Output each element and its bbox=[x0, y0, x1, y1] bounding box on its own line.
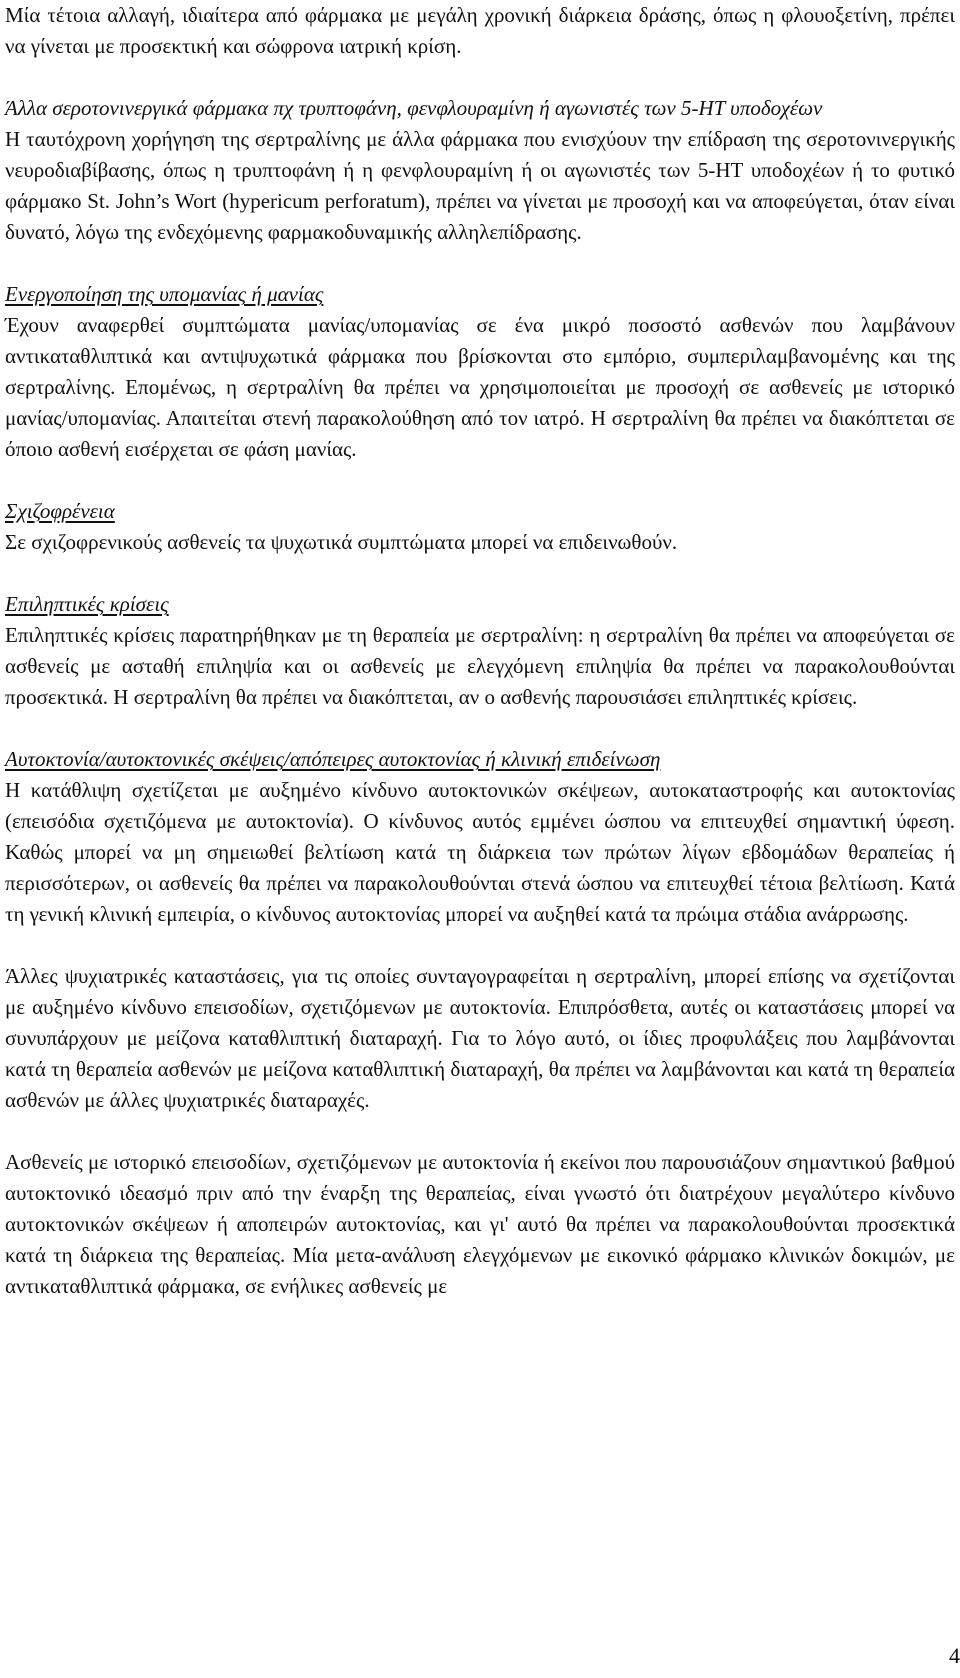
document-page bbox=[5, 0, 955, 1302]
spacer bbox=[5, 930, 955, 961]
paragraph-suicide-history: Ασθενείς με ιστορικό επεισοδίων, σχετιζόμενων με αυτοκτονία ή εκείνοι που παρουσιάζουν σημαντικού βαθμού αυτοκτονικό ιδεασμό πριν από την έναρξη της θεραπείας, είναι γνωστό ότι διατρέχουν μεγαλύτερο κίνδυνο αυτοκτονικών σκέψεων ή αποπειρών αυτοκτονίας, και γι' αυτό θα πρέπει να παρακολουθούνται προσεκτικά κατά τη διάρκεια της θεραπείας. Μία μετα-ανάλυση ελεγχόμενων με εικονικό φάρμακο κλινικών δοκιμών, με αντικαταθλιπτικά φάρμακα, σε ενήλικες ασθενείς με bbox=[5, 1150, 955, 1298]
paragraph-other-psychiatric: Άλλες ψυχιατρικές καταστάσεις, για τις οποίες συνταγογραφείται η σερτραλίνη, μπορεί επίσης να σχετίζονται με αυξημένο κίνδυνο επεισοδίων, σχετιζόμενων με αυτοκτονία. Επιπρόσθετα, αυτές οι καταστάσεις μπορεί να συνυπάρχουν με μείζονα καταθλιπτική διαταραχή. Για το λόγο αυτό, οι ίδιες προφυλάξεις που λαμβάνονται κατά τη θεραπεία ασθενών με μείζονα καταθλιπτική διαταραχή, θα πρέπει να λαμβάνονται και κατά τη θεραπεία ασθενών με άλλες ψυχιατρικές διαταραχές. bbox=[5, 964, 955, 1112]
section-heading-suicide: Αυτοκτονία/αυτοκτονικές σκέψεις/απόπειρες αυτοκτονίας ή κλινική επιδείνωση bbox=[5, 747, 661, 771]
page-number: 4 bbox=[949, 1643, 960, 1668]
section-body-schizophrenia: Σε σχιζοφρενικούς ασθενείς τα ψυχωτικά συμπτώματα μπορεί να επιδεινωθούν. bbox=[5, 530, 678, 554]
section-body-serotonergic: Η ταυτόχρονη χορήγηση της σερτραλίνης με άλλα φάρμακα που ενισχύουν την επίδραση της σεροτονινεργικής νευροδιαβίβασης, όπως η τρυπτοφάνη ή η φενφλουραμίνη ή οι αγωνιστές των 5-HT υποδοχέων ή το φυτικό φάρμακο St. John’s Wort (hypericum perforatum), πρέπει να γίνεται με προσοχή και να αποφεύγεται, όταν είναι δυνατό, λόγω της ενδεχόμενης φαρμακοδυναμικής αλληλεπίδρασης. bbox=[5, 127, 955, 244]
spacer bbox=[5, 62, 955, 93]
section-body-mania: Έχουν αναφερθεί συμπτώματα μανίας/υπομανίας σε ένα μικρό ποσοστό ασθενών που λαμβάνουν αντικαταθλιπτικά και αντιψυχωτικά φάρμακα που βρίσκονται στο εμπόριο, συμπεριλαμβανομένης και της σερτραλίνης. Επομένως, η σερτραλίνη θα πρέπει να χρησιμοποιείται με προσοχή σε ασθενείς με ιστορικό μανίας/υπομανίας. Απαιτείται στενή παρακολούθηση από τον ιατρό. Η σερτραλίνη θα πρέπει να διακόπτεται σε όποιο ασθενή εισέρχεται σε φάση μανίας. bbox=[5, 313, 955, 461]
section-body-suicide: Η κατάθλιψη σχετίζεται με αυξημένο κίνδυνο αυτοκτονικών σκέψεων, αυτοκαταστροφής και αυτοκτονίας (επεισόδια σχετιζόμενα με αυτοκτονία). Ο κίνδυνος αυτός εμμένει ώσπου να επιτευχθεί σημαντική ύφεση. Καθώς μπορεί να μη σημειωθεί βελτίωση κατά τη διάρκεια των πρώτων λίγων εβδομάδων θεραπείας ή περισσότερων, οι ασθενείς θα πρέπει να παρακολουθούνται στενά ώσπου να επιτευχθεί τέτοια βελτίωση. Κατά τη γενική κλινική εμπειρία, ο κίνδυνος αυτοκτονίας μπορεί να αυξηθεί κατά τα πρώιμα στάδια ανάρρωσης. bbox=[5, 778, 955, 926]
section-body-seizures: Επιληπτικές κρίσεις παρατηρήθηκαν με τη θεραπεία με σερτραλίνη: η σερτραλίνη θα πρέπει να αποφεύγεται σε ασθενείς με ασταθή επιληψία και οι ασθενείς με ελεγχόμενη επιληψία θα πρέπει να παρακολουθούνται προσεκτικά. Η σερτραλίνη θα πρέπει να διακόπτεται, αν ο ασθενής παρουσιάσει επιληπτικές κρίσεις. bbox=[5, 623, 955, 709]
spacer bbox=[5, 713, 955, 744]
section-heading-schizophrenia: Σχιζοφρένεια bbox=[5, 499, 115, 523]
section-heading-seizures: Επιληπτικές κρίσεις bbox=[5, 592, 169, 616]
section-heading-serotonergic: Άλλα σεροτονινεργικά φάρμακα πχ τρυπτοφάνη, φενφλουραμίνη ή αγωνιστές των 5-HT υποδοχέων bbox=[5, 96, 823, 120]
intro-paragraph: Μία τέτοια αλλαγή, ιδιαίτερα από φάρμακα με μεγάλη χρονική διάρκεια δράσης, όπως η φλουοξετίνη, πρέπει να γίνεται με προσεκτική και σώφρονα ιατρική κρίση. bbox=[5, 3, 955, 58]
spacer bbox=[5, 558, 955, 589]
spacer bbox=[5, 465, 955, 496]
section-heading-mania: Ενεργοποίηση της υπομανίας ή μανίας bbox=[5, 282, 324, 306]
spacer bbox=[5, 1116, 955, 1147]
spacer bbox=[5, 248, 955, 279]
